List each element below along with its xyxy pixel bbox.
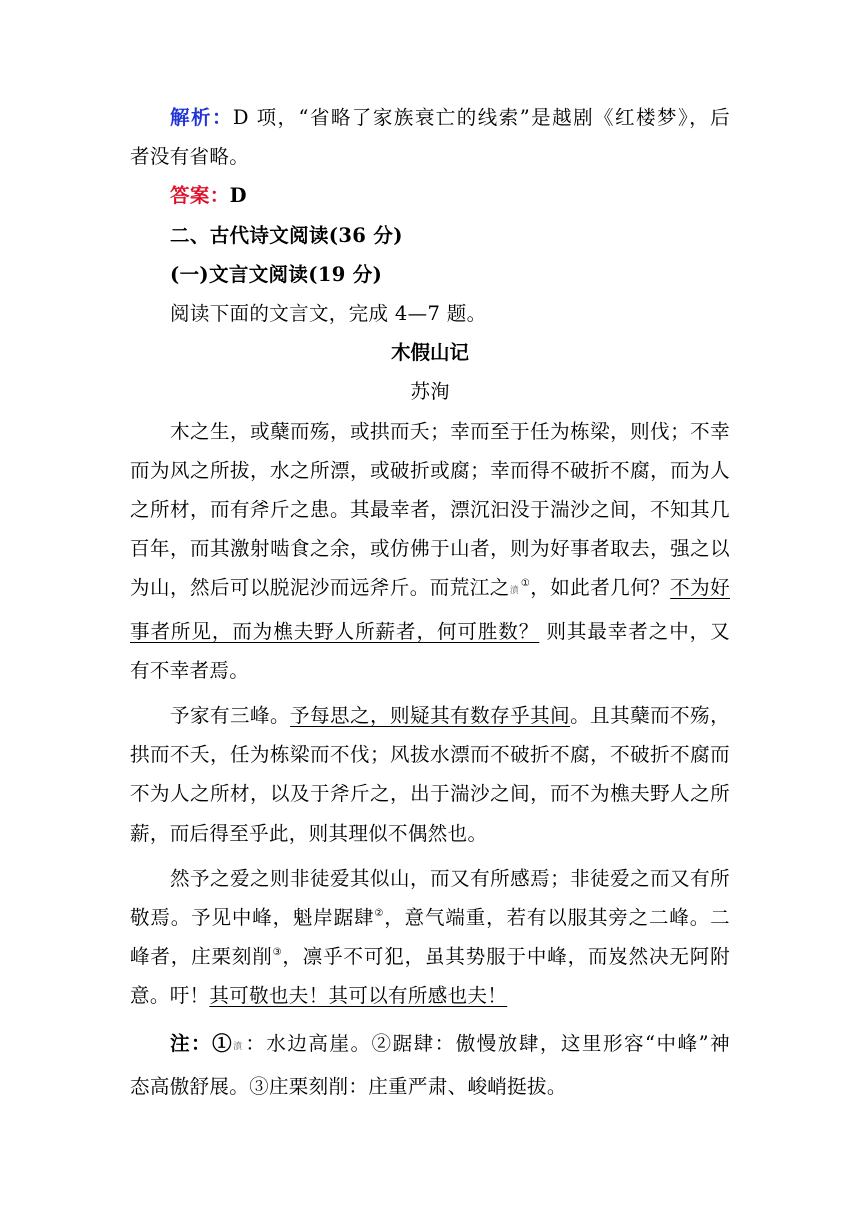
- rare-glyph: 濆: [509, 586, 520, 597]
- essay-paragraph-1: [130, 412, 730, 690]
- analysis-label: 解析：: [170, 106, 233, 129]
- document-page: [130, 98, 730, 1106]
- p3-line-3-text: 峰者，庄栗刻削: [130, 945, 273, 969]
- notes-line-1: [130, 1024, 730, 1067]
- answer-value: D: [229, 184, 247, 208]
- p3-line-3-text-b: ，凛乎不可犯，虽其势服于中峰，而岌然决无阿附: [282, 945, 730, 969]
- underlined-sentence-1a: 不为好: [670, 576, 730, 600]
- p3-line-2-text: 敬焉。予见中峰，魁岸踞肆: [130, 906, 375, 930]
- p3-line-3: [130, 937, 730, 976]
- analysis-line-2: 者没有省略。: [130, 145, 250, 169]
- essay-paragraph-2: [130, 696, 730, 853]
- p3-line-4-text: 意。吁！: [130, 984, 210, 1008]
- p1-line-1: 木之生，或蘖而殇，或拱而夭；幸而至于任为栋梁，则伐；不幸: [170, 419, 730, 443]
- notes-line-1-text: ：水边高崖。②踞肆：傲慢放肆，这里形容“中峰”神: [244, 1031, 730, 1055]
- essay-paragraph-3: [130, 859, 730, 1016]
- p1-line-3: 之所材，而有斧斤之患。其最幸者，漂沉汩没于湍沙之间，不知其几: [130, 498, 730, 522]
- analysis-line-1: [130, 98, 730, 137]
- notes-rare-glyph: 濆: [233, 1041, 243, 1052]
- underlined-sentence-1b: 事者所见，而为樵夫野人所薪者，何可胜数？: [130, 619, 540, 643]
- underlined-sentence-3: 其可敬也夫！其可以有所感也夫！: [209, 984, 508, 1008]
- p2-line-2: 拱而不夭，任为栋梁而不伐；风拔水漂而不破折不腐，不破折不腐而: [130, 743, 730, 767]
- footnote-mark-1: ①: [520, 578, 531, 590]
- p2-line-1-text: 予家有三峰。: [170, 704, 291, 728]
- answer-label: 答案：: [170, 184, 230, 208]
- underlined-sentence-2: 予每思之，则疑其有数存乎其间: [290, 704, 571, 728]
- p1-line-5: [130, 568, 730, 611]
- p1-line-2: 而为风之所拔，水之所漂，或破折或腐；幸而得不破折不腐，而为人: [130, 458, 730, 482]
- p2-line-1-text-b: 。且其蘖而不殇，: [570, 704, 730, 728]
- answer-line: [130, 176, 730, 215]
- p1-line-7: 有不幸者焉。: [130, 658, 250, 682]
- notes-label: 注：①: [170, 1031, 234, 1055]
- p2-line-3: 不为人之所材，以及于斧斤之，出于湍沙之间，而不为樵夫野人之所: [130, 782, 730, 806]
- footnote-mark-2: ②: [374, 908, 385, 920]
- p3-line-2: [130, 898, 730, 937]
- p3-line-2-text-b: ，意气端重，若有以服其旁之二峰。二: [384, 906, 731, 930]
- p2-line-1: [130, 696, 730, 735]
- p3-line-1: 然予之爱之则非徒爱其似山，而又有所感焉；非徒爱之而又有所: [170, 866, 730, 890]
- notes-line-2: 态高傲舒展。③庄栗刻削：庄重严肃、峻峭挺拔。: [130, 1074, 567, 1098]
- instruction: 阅读下面的文言文，完成 4—7 题。: [170, 302, 487, 326]
- section-heading: 二、古代诗文阅读(36 分): [170, 223, 403, 247]
- notes: [130, 1024, 730, 1106]
- p2-line-4: 薪，而后得至乎此，则其理似不偶然也。: [130, 821, 488, 845]
- essay-title: 木假山记: [390, 341, 469, 365]
- footnote-mark-3: ③: [272, 947, 283, 959]
- p1-line-6: [130, 612, 730, 651]
- p1-line-6-text: 则其最幸者之中，又: [546, 619, 730, 643]
- analysis-text: D 项，“省略了家族衰亡的线索”是越剧《红楼梦》，后: [232, 106, 730, 129]
- subsection-heading: (一)文言文阅读(19 分): [170, 262, 383, 286]
- p3-line-4: [130, 976, 730, 1015]
- p1-line-5-text: 为山，然后可以脱泥沙而远斧斤。而荒江之: [130, 576, 510, 600]
- essay-author: 苏洵: [410, 380, 450, 404]
- p1-line-4: 百年，而其激射啮食之余，或仿佛于山者，则为好事者取去，强之以: [130, 537, 730, 561]
- p1-line-5-text-b: ，如此者几何？: [530, 576, 671, 600]
